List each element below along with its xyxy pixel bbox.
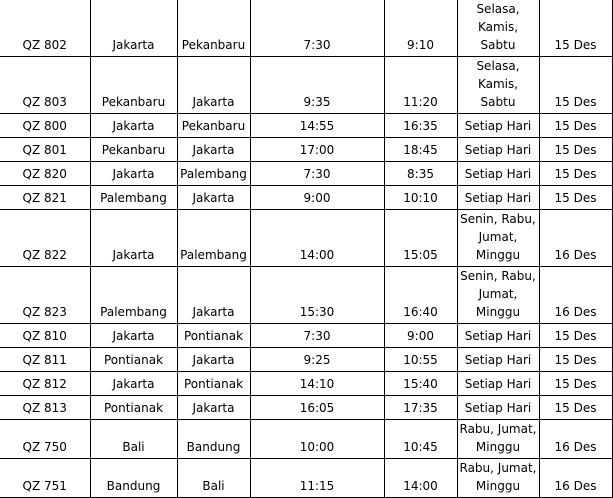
operating-days-cell [457,186,539,210]
origin-cell: Jakarta [90,0,177,57]
flight-number-cell: QZ 821 [0,186,90,210]
operating-days-line: Jumat, [478,230,518,244]
operating-days-line: Kamis, Sabtu [477,77,519,109]
arrival-time-cell: 17:35 [384,396,457,420]
origin-cell: Bandung [90,459,177,498]
arrival-time-cell: 15:05 [384,210,457,267]
operating-days-line: Minggu [475,248,521,262]
flight-number-cell: QZ 750 [0,420,90,459]
operating-days-line: Setiap Hari [464,167,532,181]
operating-days-line: Minggu [475,440,521,454]
arrival-time-cell: 16:40 [384,267,457,324]
operating-days-cell [457,396,539,420]
start-date-cell: 15 Des [539,186,612,210]
destination-cell: Palembang [177,162,250,186]
start-date-cell: 16 Des [539,210,612,267]
operating-days-line: Minggu [475,479,521,493]
arrival-time-cell: 14:00 [384,459,457,498]
arrival-time-cell: 9:00 [384,324,457,348]
start-date-cell: 15 Des [539,348,612,372]
arrival-time-cell: 10:45 [384,420,457,459]
operating-days-cell [457,114,539,138]
departure-time-cell: 7:30 [250,162,384,186]
destination-cell: Jakarta [177,396,250,420]
departure-time-cell: 14:10 [250,372,384,396]
departure-time-cell: 10:00 [250,420,384,459]
operating-days-line: Kamis, Sabtu [477,20,519,52]
arrival-time-cell: 10:55 [384,348,457,372]
table-row [0,138,612,162]
operating-days-cell [457,57,539,114]
flight-number-cell: QZ 812 [0,372,90,396]
operating-days-line: Setiap Hari [464,401,532,415]
operating-days-cell [457,267,539,324]
operating-days-cell [457,348,539,372]
destination-cell: Jakarta [177,348,250,372]
operating-days-line: Senin, Rabu, [460,212,536,226]
operating-days-cell [457,324,539,348]
destination-cell: Pontianak [177,372,250,396]
flight-number-cell: QZ 811 [0,348,90,372]
start-date-cell: 15 Des [539,138,612,162]
destination-cell: Pekanbaru [177,0,250,57]
operating-days-line: Setiap Hari [464,353,532,367]
start-date-cell: 16 Des [539,420,612,459]
start-date-cell: 15 Des [539,162,612,186]
table-row [0,186,612,210]
table-row [0,324,612,348]
departure-time-cell: 16:05 [250,396,384,420]
start-date-cell: 15 Des [539,396,612,420]
flight-number-cell: QZ 751 [0,459,90,498]
flight-number-cell: QZ 813 [0,396,90,420]
operating-days-line: Selasa, [476,59,520,73]
arrival-time-cell: 11:20 [384,57,457,114]
table-row [0,420,612,459]
table-row [0,396,612,420]
flight-number-cell: QZ 801 [0,138,90,162]
origin-cell: Pontianak [90,348,177,372]
departure-time-cell: 7:30 [250,324,384,348]
table-row [0,372,612,396]
operating-days-cell [457,0,539,57]
origin-cell: Jakarta [90,372,177,396]
flight-number-cell: QZ 822 [0,210,90,267]
operating-days-cell [457,420,539,459]
operating-days-line: Senin, Rabu, [460,269,536,283]
table-row [0,348,612,372]
flight-number-cell: QZ 823 [0,267,90,324]
departure-time-cell: 9:00 [250,186,384,210]
departure-time-cell: 15:30 [250,267,384,324]
destination-cell: Palembang [177,210,250,267]
departure-time-cell: 17:00 [250,138,384,162]
destination-cell: Bandung [177,420,250,459]
operating-days-line: Selasa, [476,2,520,16]
arrival-time-cell: 18:45 [384,138,457,162]
operating-days-line: Setiap Hari [464,119,532,133]
table-row [0,459,612,498]
flight-number-cell: QZ 810 [0,324,90,348]
origin-cell: Jakarta [90,210,177,267]
table-row [0,267,612,324]
flight-number-cell: QZ 802 [0,0,90,57]
table-row [0,0,612,57]
origin-cell: Palembang [90,186,177,210]
start-date-cell: 15 Des [539,372,612,396]
operating-days-cell [457,372,539,396]
table-row [0,210,612,267]
operating-days-line: Minggu [475,305,521,319]
destination-cell: Pekanbaru [177,114,250,138]
start-date-cell: 15 Des [539,57,612,114]
operating-days-line: Setiap Hari [464,143,532,157]
origin-cell: Pontianak [90,396,177,420]
departure-time-cell: 7:30 [250,0,384,57]
operating-days-cell [457,459,539,498]
operating-days-line: Setiap Hari [464,329,532,343]
destination-cell: Jakarta [177,186,250,210]
destination-cell: Jakarta [177,267,250,324]
origin-cell: Bali [90,420,177,459]
operating-days-line: Setiap Hari [464,191,532,205]
arrival-time-cell: 9:10 [384,0,457,57]
operating-days-line: Jumat, [478,287,518,301]
operating-days-line: Setiap Hari [464,377,532,391]
flight-number-cell: QZ 820 [0,162,90,186]
origin-cell: Pekanbaru [90,57,177,114]
destination-cell: Pontianak [177,324,250,348]
operating-days-cell [457,162,539,186]
departure-time-cell: 9:35 [250,57,384,114]
destination-cell: Bali [177,459,250,498]
operating-days-line: Rabu, Jumat, [459,422,537,436]
arrival-time-cell: 10:10 [384,186,457,210]
operating-days-line: Rabu, Jumat, [459,461,537,475]
departure-time-cell: 14:55 [250,114,384,138]
start-date-cell: 16 Des [539,459,612,498]
start-date-cell: 15 Des [539,324,612,348]
arrival-time-cell: 16:35 [384,114,457,138]
arrival-time-cell: 15:40 [384,372,457,396]
table-row [0,57,612,114]
destination-cell: Jakarta [177,138,250,162]
operating-days-cell [457,138,539,162]
flight-number-cell: QZ 803 [0,57,90,114]
table-row [0,162,612,186]
arrival-time-cell: 8:35 [384,162,457,186]
start-date-cell: 15 Des [539,114,612,138]
origin-cell: Jakarta [90,324,177,348]
departure-time-cell: 14:00 [250,210,384,267]
origin-cell: Jakarta [90,162,177,186]
flight-number-cell: QZ 800 [0,114,90,138]
operating-days-cell [457,210,539,267]
origin-cell: Palembang [90,267,177,324]
origin-cell: Jakarta [90,114,177,138]
table-row [0,114,612,138]
start-date-cell: 16 Des [539,267,612,324]
departure-time-cell: 11:15 [250,459,384,498]
destination-cell: Jakarta [177,57,250,114]
departure-time-cell: 9:25 [250,348,384,372]
origin-cell: Pekanbaru [90,138,177,162]
start-date-cell: 15 Des [539,0,612,57]
